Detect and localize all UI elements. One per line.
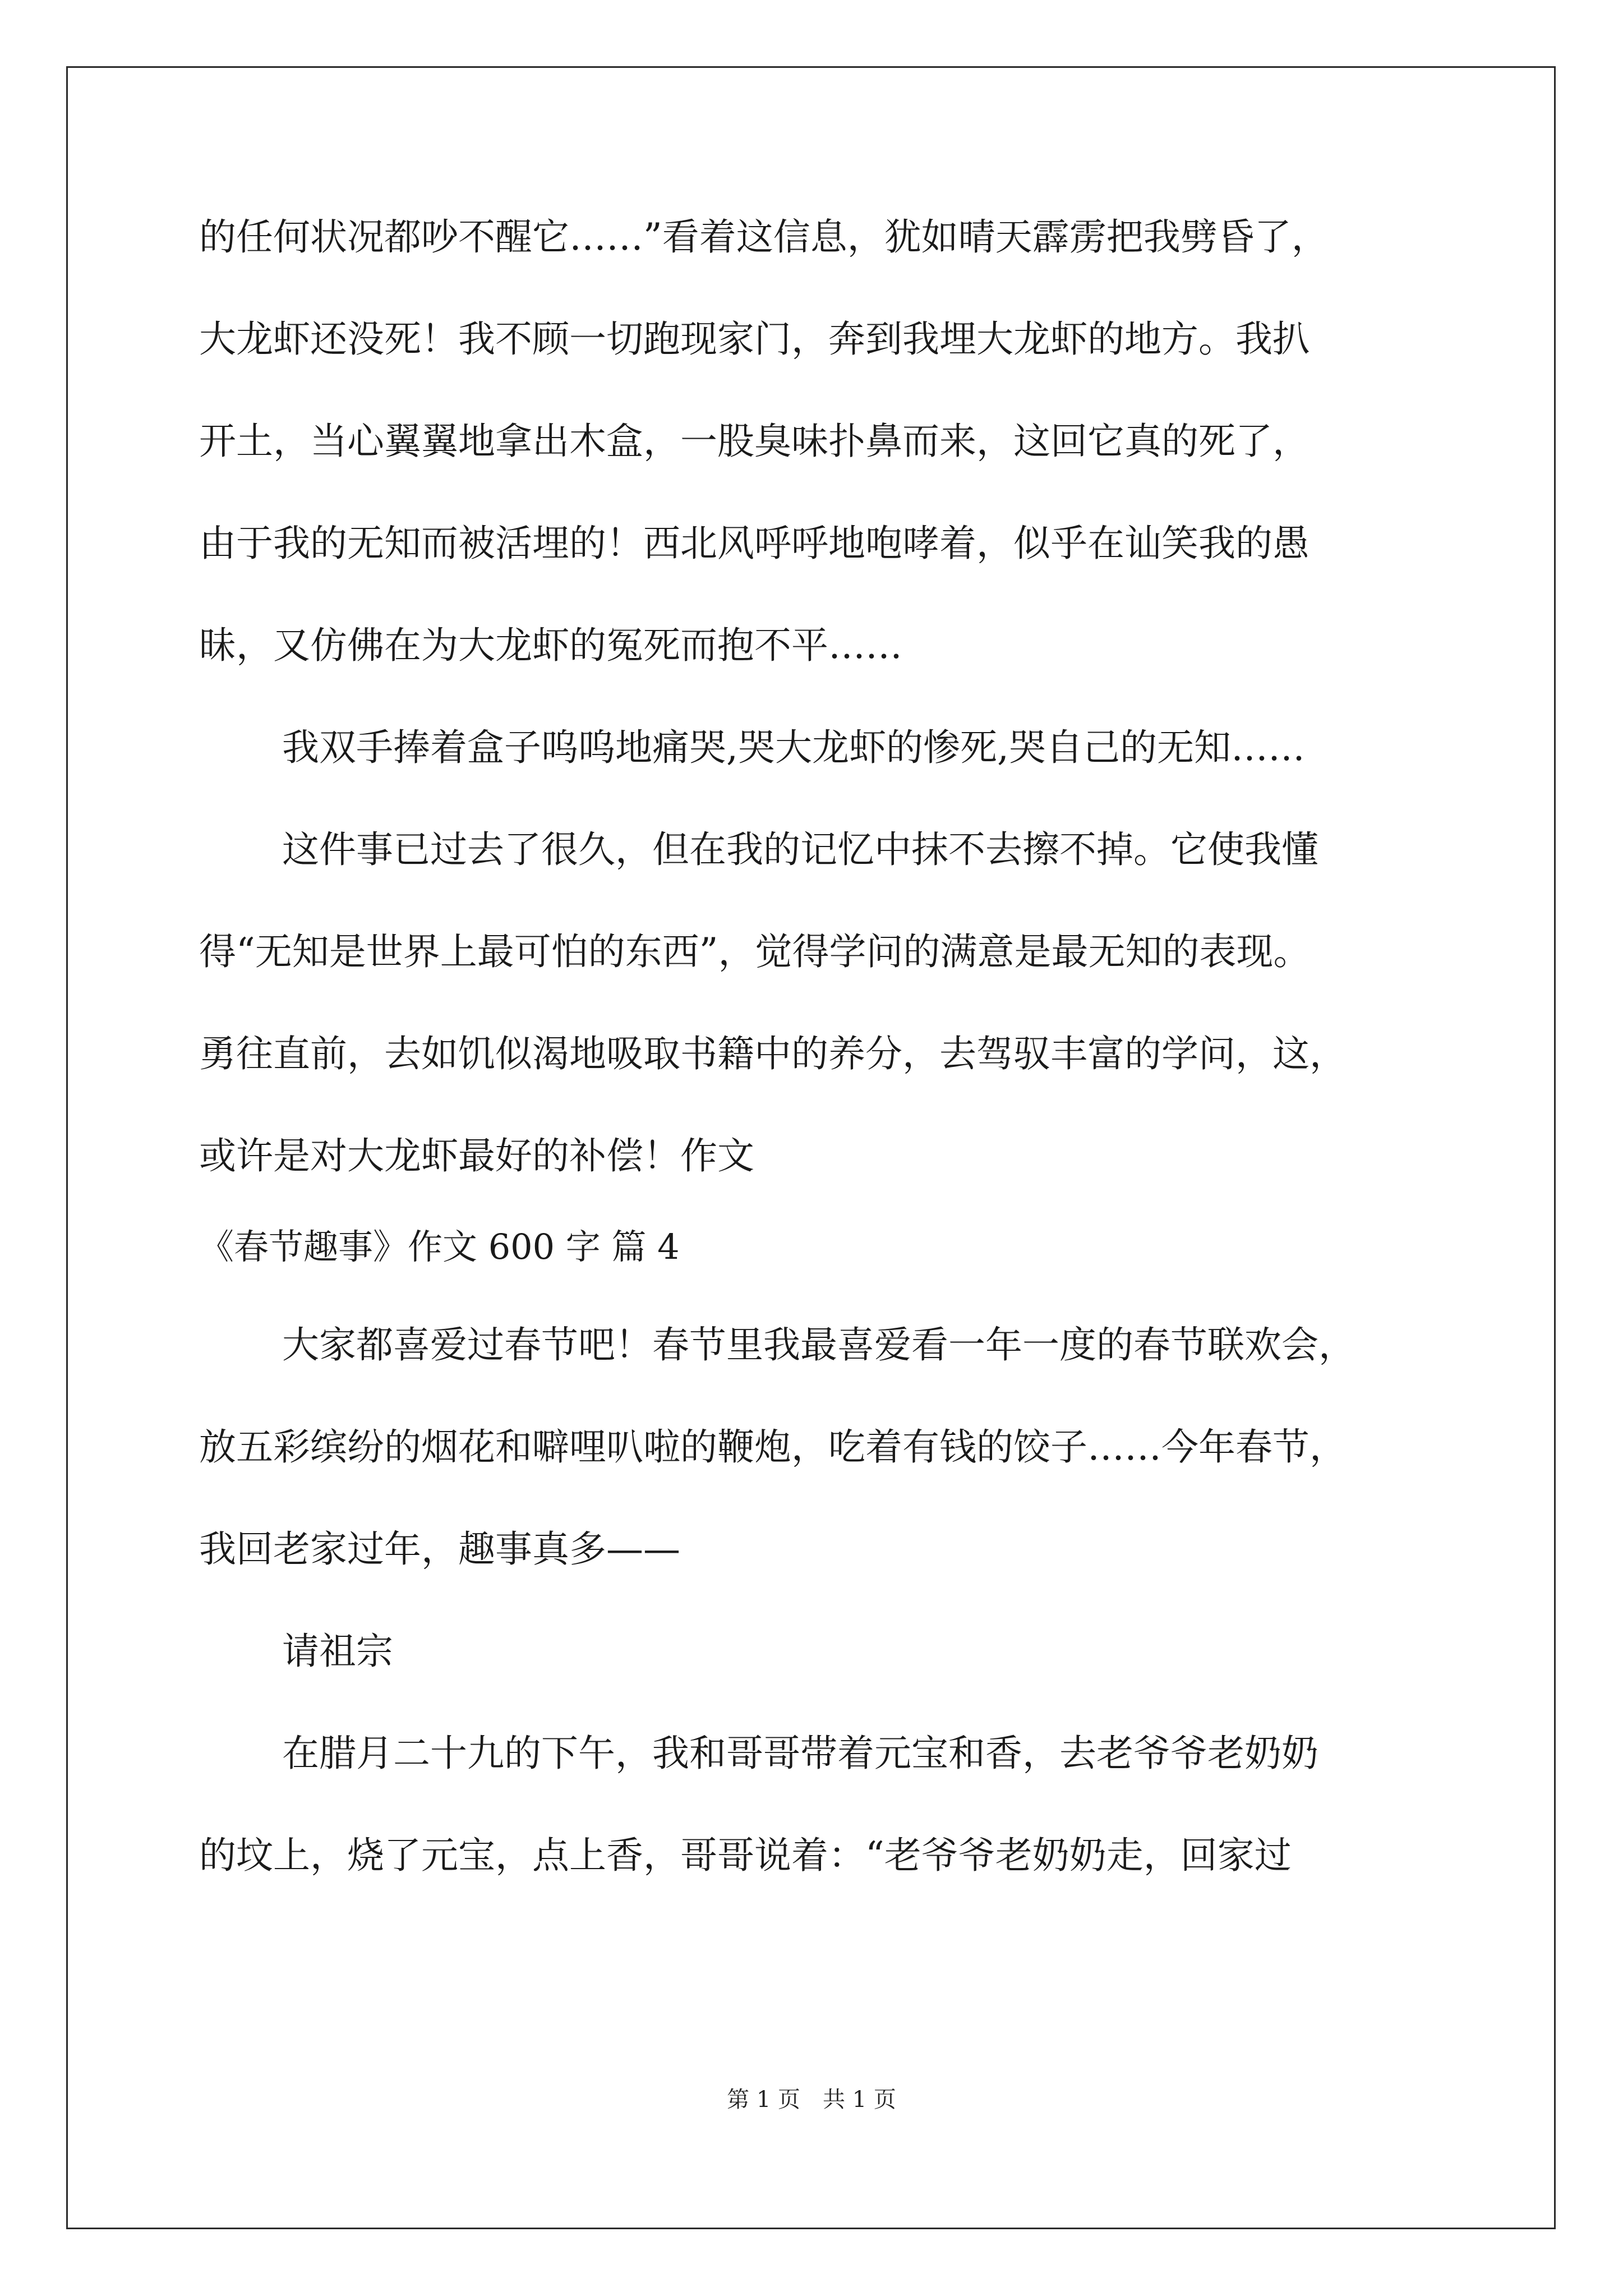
- text-line: 由于我的无知而被活埋的！西北风呼呼地咆哮着，似乎在讪笑我的愚: [199, 522, 1310, 565]
- text-line: 我回老家过年，趣事真多——: [199, 1527, 680, 1571]
- section-heading: 《春节趣事》作文 600 字 篇 4: [199, 1226, 680, 1267]
- text-line: 在腊月二十九的下午，我和哥哥带着元宝和香，去老爷爷老奶奶: [282, 1732, 1318, 1775]
- text-line: 开土，当心翼翼地拿出木盒，一股臭味扑鼻而来，这回它真的死了，: [199, 420, 1310, 463]
- text-line: 这件事已过去了很久，但在我的记忆中抹不去擦不掉。它使我懂: [282, 828, 1318, 871]
- text-line: 或许是对大龙虾最好的补偿！作文: [199, 1134, 754, 1177]
- text-line: 勇往直前，去如饥似渴地吸取书籍中的养分，去驾驭丰富的学问，这，: [199, 1032, 1347, 1075]
- text-line: 大家都喜爱过春节吧！春节里我最喜爱看一年一度的春节联欢会，: [282, 1323, 1355, 1366]
- text-line: 昧，又仿佛在为大龙虾的冤死而抱不平……: [199, 624, 902, 667]
- subheading: 请祖宗: [282, 1630, 393, 1673]
- text-line: 我双手捧着盒子呜呜地痛哭,哭大龙虾的惨死,哭自己的无知……: [282, 726, 1305, 769]
- text-line: 放五彩缤纷的烟花和噼哩叭啦的鞭炮，吃着有钱的饺子……今年春节，: [199, 1425, 1347, 1469]
- text-line: 的任何状况都吵不醒它……”看着这信息，犹如晴天霹雳把我劈昏了，: [199, 215, 1329, 259]
- text-line: 大龙虾还没死！我不顾一切跑现家门，奔到我埋大龙虾的地方。我扒: [199, 318, 1310, 361]
- text-line: 的坟上，烧了元宝，点上香，哥哥说着：“老爷爷老奶奶走，回家过: [199, 1834, 1292, 1877]
- page-footer: 第 1 页 共 1 页: [727, 2087, 896, 2113]
- text-line: 得“无知是世界上最可怕的东西”，觉得学问的满意是最无知的表现。: [199, 930, 1311, 973]
